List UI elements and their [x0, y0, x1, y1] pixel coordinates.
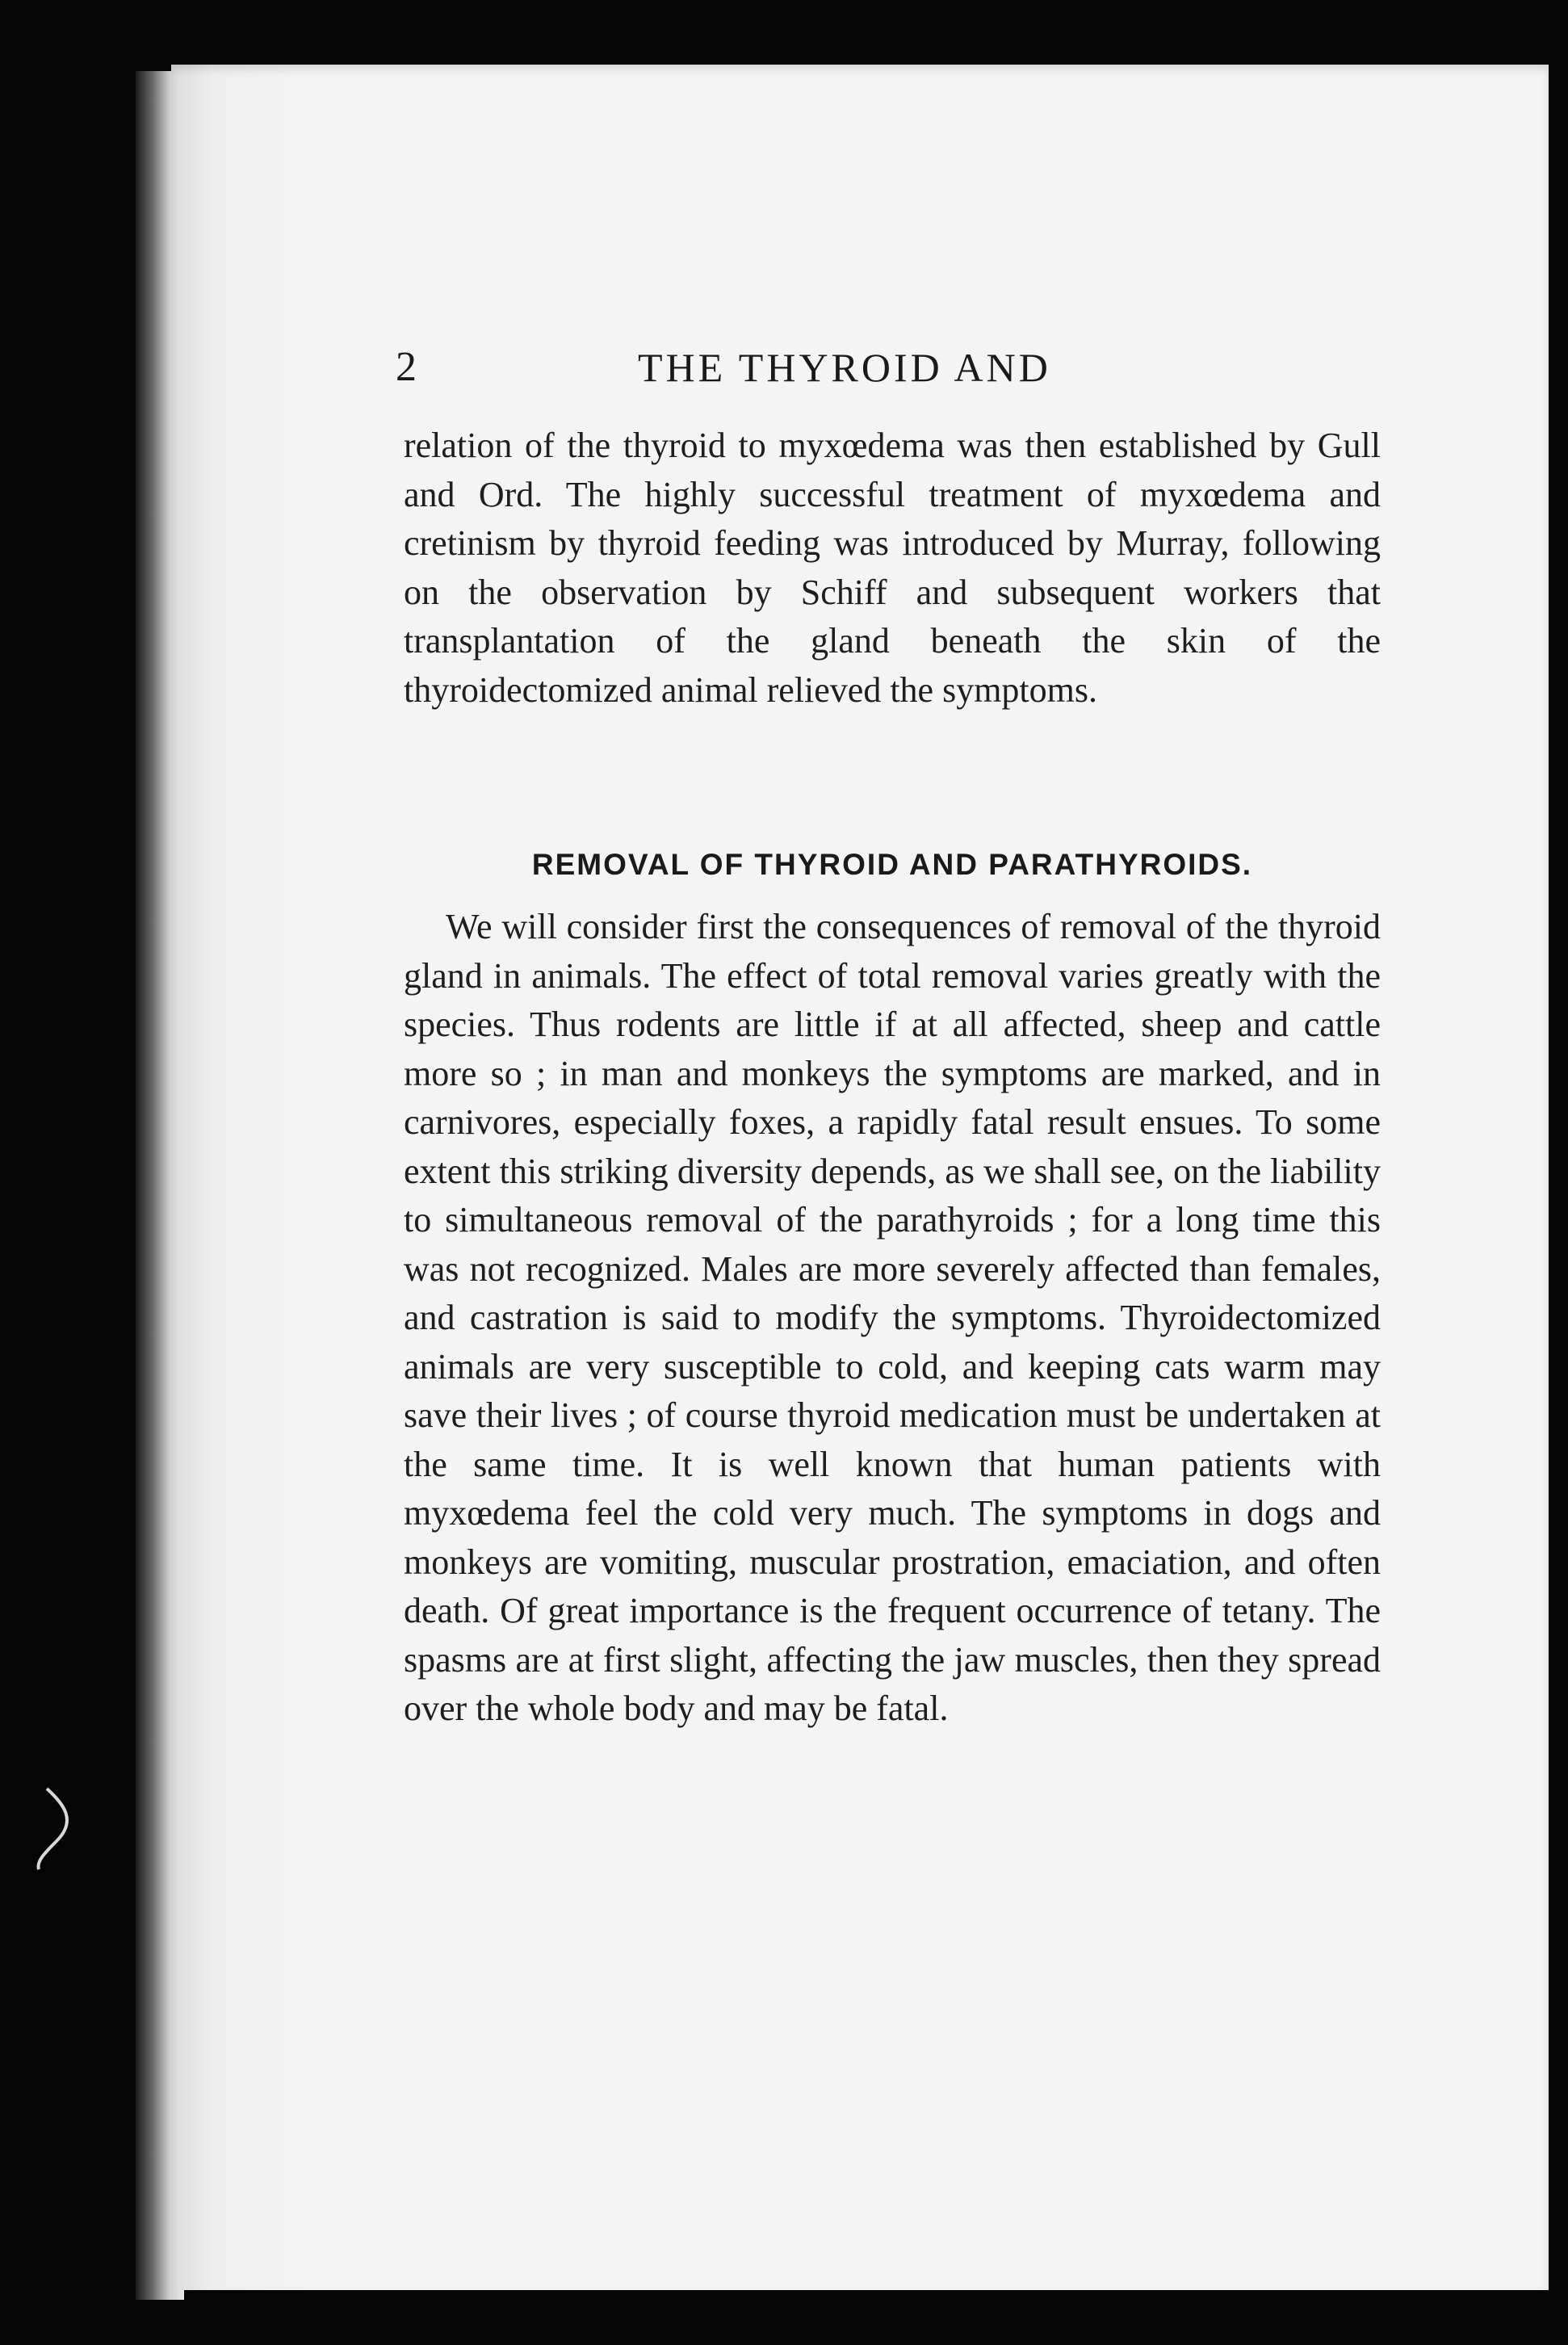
paragraph-continued: relation of the thyroid to myxœdema was then established by Gull and Ord. The highly successful treatment of myxœdema and cretinism by thyroid feeding was introduced by Murray, following on the observation by Schiff and subsequent workers that transplantation of the gland beneath the skin of the thyroidectomized animal relieved the symptoms. — [404, 426, 1381, 710]
margin-pen-mark — [32, 1785, 81, 1873]
page-number: 2 — [396, 344, 417, 390]
running-header — [234, 339, 1381, 396]
running-title: THE THYROID AND — [638, 345, 1051, 390]
paragraph-removal: We will consider first the consequences of removal of the thyroid gland in animals. The effect of total removal varies greatly with the species. Thus rodents are little if at all affected, sheep and cattle more so ; in man and monkeys the symptoms are marked, and in carnivores, especially foxes, a rapidly fatal result ensues. To some extent this striking diversity depends, as we shall see, on the liability to simultaneous removal of the parathyroids ; for a long time this was not recognized. Males are more severely affected than females, and castration is said to modify the symptoms. Thyroidectomized animals are very susceptible to cold, and keeping cats warm may save their lives ; of course thyroid medication must be undertaken at the same time. It is well known that human patients with myxœdema feel the cold very much. The symptoms in dogs and monkeys are vomiting, muscular prostration, emaciation, and often death. Of great importance is the frequent occurrence of tetany. The spasms are at first slight, affecting the jaw muscles, then they spread over the whole body and may be fatal. — [404, 907, 1381, 1728]
section-heading: REMOVAL OF THYROID AND PARATHYROIDS. — [531, 848, 1253, 881]
